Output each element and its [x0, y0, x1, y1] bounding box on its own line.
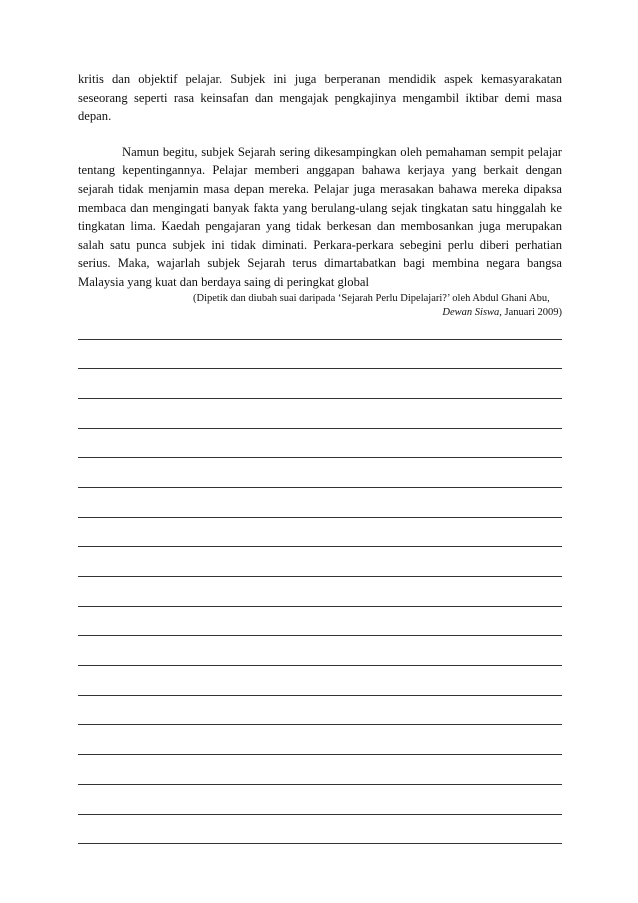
answer-line: [78, 785, 562, 815]
citation-publication: Dewan Siswa: [442, 306, 500, 318]
answer-line: [78, 696, 562, 726]
citation-source: (Dipetik dan diubah suai daripada ‘Sejarah Perlu Dipelajari?’ oleh Abdul Ghani Abu,: [193, 292, 550, 304]
answer-lines: [78, 327, 562, 845]
citation-date: , Januari 2009): [499, 306, 562, 318]
answer-line: [78, 327, 562, 340]
paragraph-1: kritis dan objektif pelajar. Subjek ini juga berperanan mendidik aspek kemasyarakatan seseorang seperti rasa keinsafan dan mengajak pengkajinya mengambil iktibar demi masa depan.: [78, 72, 562, 124]
citation-publication-line: [78, 306, 562, 320]
paragraph-2: Namun begitu, subjek Sejarah sering dikesampingkan oleh pemahaman sempit pelajar tentang kepentingannya. Pelajar memberi anggapan bahawa kerjaya yang berkait dengan sejarah tidak menjamin masa depan mereka. Pelajar juga merasakan bahawa mereka dipaksa membaca dan mengingati banyak fakta yang berulang-ulang sejak tingkatan satu hinggalah ke tingkatan lima. Kaedah pengajaran yang tidak berkesan dan membosankan juga merupakan salah satu punca subjek ini tidak diminati. Perkara-perkara sebegini perlu diberi perhatian serius. Maka, wajarlah subjek Sejarah terus dimartabatkan bagi membina negara bangsa Malaysia yang kuat dan berdaya saing di peringkat global: [78, 144, 562, 289]
answer-line: [78, 666, 562, 696]
answer-line: [78, 340, 562, 370]
citation: [78, 292, 562, 320]
answer-line: [78, 607, 562, 637]
answer-line: [78, 636, 562, 666]
answer-line: [78, 725, 562, 755]
answer-line: [78, 458, 562, 488]
answer-line: [78, 577, 562, 607]
answer-line: [78, 488, 562, 518]
document-page: [78, 70, 562, 844]
answer-line: [78, 547, 562, 577]
answer-line: [78, 369, 562, 399]
answer-line: [78, 518, 562, 548]
answer-line: [78, 815, 562, 845]
answer-line: [78, 429, 562, 459]
answer-line: [78, 755, 562, 785]
answer-line: [78, 399, 562, 429]
